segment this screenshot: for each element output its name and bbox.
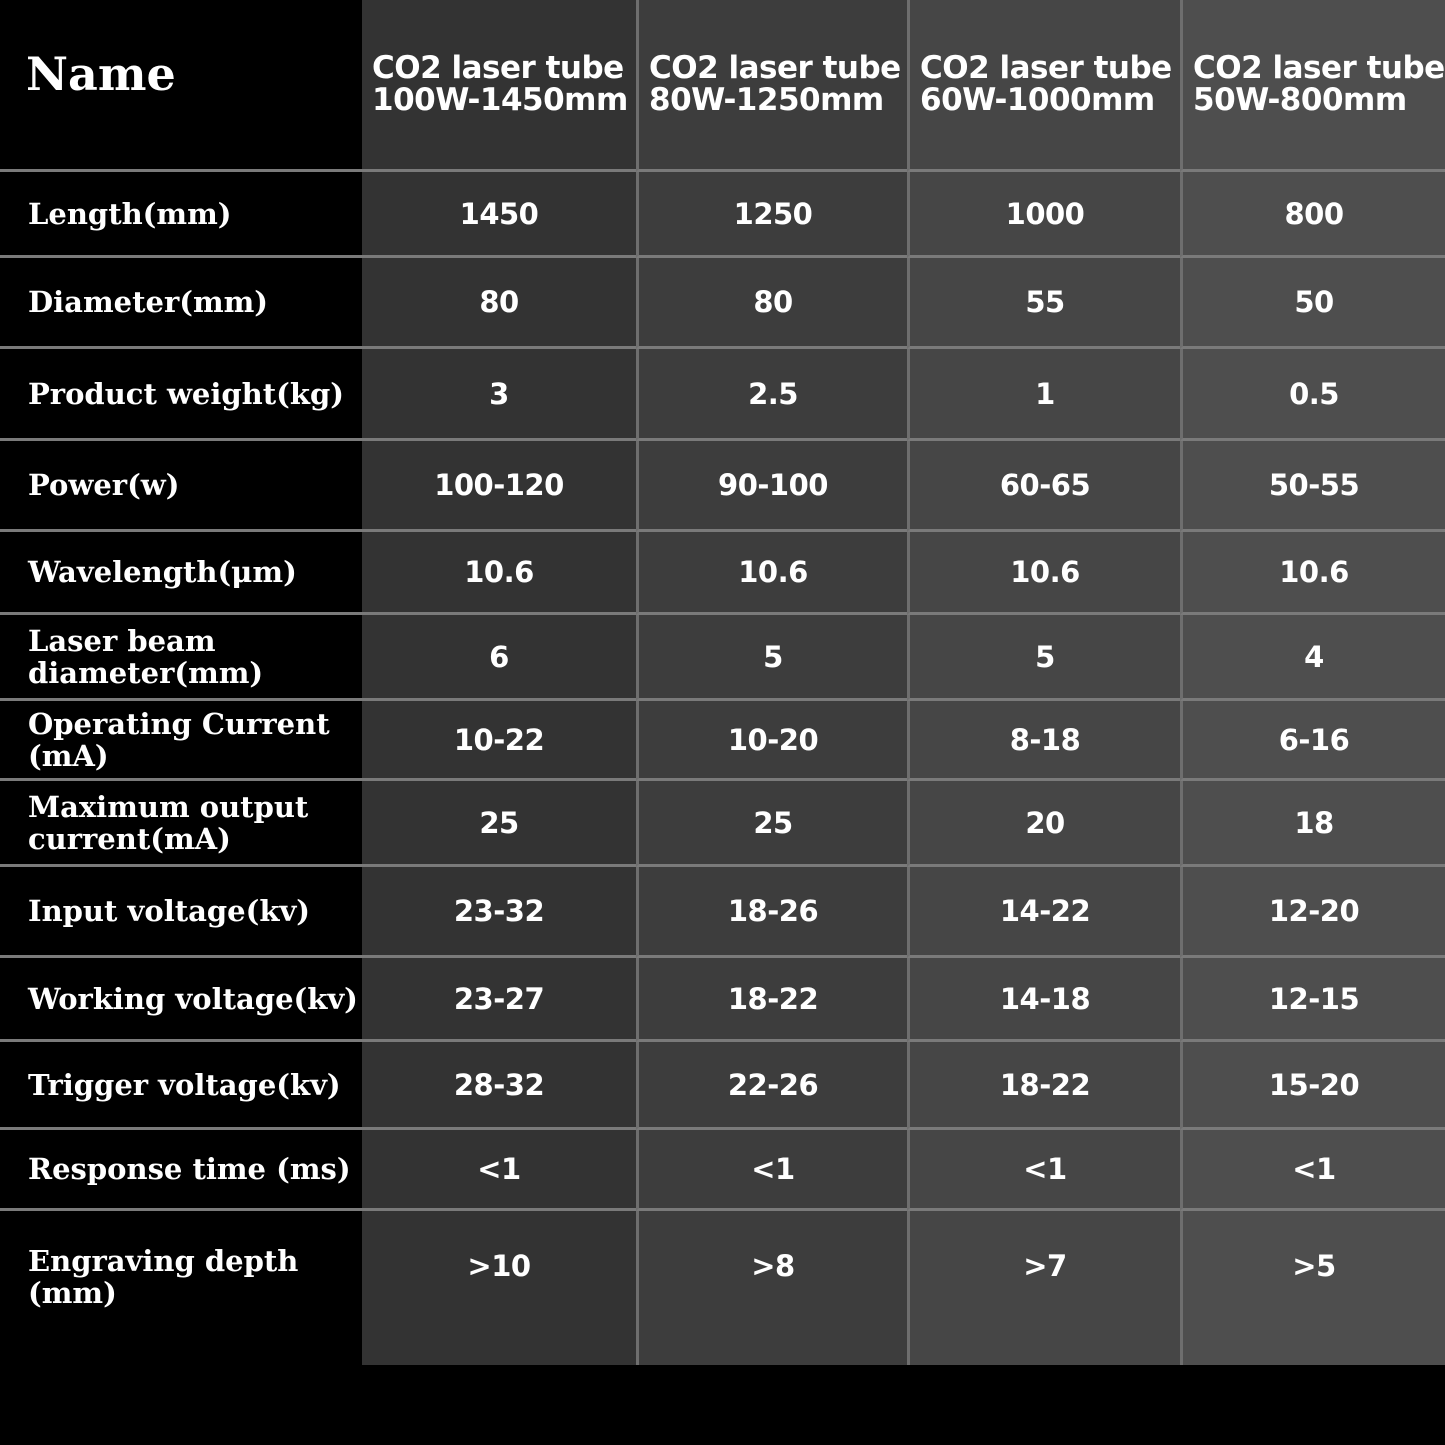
table-cell: 12-15 <box>1180 958 1445 1042</box>
table-cell: 8-18 <box>907 701 1180 781</box>
row-label-diameter: Diameter(mm) <box>0 258 362 349</box>
table-cell: <1 <box>1180 1130 1445 1211</box>
table-cell: >7 <box>907 1211 1180 1365</box>
table-cell: 10.6 <box>362 532 636 615</box>
name-header: Name <box>0 0 362 172</box>
row-label-wavelength: Wavelength(μm) <box>0 532 362 615</box>
table-cell: 1000 <box>907 172 1180 258</box>
table-cell: 10.6 <box>907 532 1180 615</box>
table-cell: 80 <box>362 258 636 349</box>
row-label-maximum-output-current: Maximum output current(mA) <box>0 781 362 867</box>
table-cell: <1 <box>362 1130 636 1211</box>
table-cell: 14-22 <box>907 867 1180 958</box>
row-label-response-time: Response time (ms) <box>0 1130 362 1211</box>
table-cell: 18-26 <box>636 867 907 958</box>
row-label-product-weight: Product weight(kg) <box>0 349 362 441</box>
table-cell: 10-20 <box>636 701 907 781</box>
table-cell: 55 <box>907 258 1180 349</box>
table-cell: 18-22 <box>907 1042 1180 1130</box>
table-cell: 14-18 <box>907 958 1180 1042</box>
table-cell: 25 <box>362 781 636 867</box>
table-cell: 80 <box>636 258 907 349</box>
table-cell: >10 <box>362 1211 636 1365</box>
row-label-input-voltage: Input voltage(kv) <box>0 867 362 958</box>
table-cell: 50-55 <box>1180 441 1445 532</box>
row-label-length: Length(mm) <box>0 172 362 258</box>
table-cell: 2.5 <box>636 349 907 441</box>
table-cell: 10.6 <box>636 532 907 615</box>
table-cell: 6-16 <box>1180 701 1445 781</box>
row-label-working-voltage: Working voltage(kv) <box>0 958 362 1042</box>
table-cell: 3 <box>362 349 636 441</box>
row-label-engraving-depth: Engraving depth (mm) <box>0 1211 362 1365</box>
column-header-100w: CO2 laser tube 100W-1450mm <box>362 0 636 172</box>
table-cell: <1 <box>907 1130 1180 1211</box>
table-cell: 5 <box>636 615 907 701</box>
table-cell: 1 <box>907 349 1180 441</box>
table-cell: 1250 <box>636 172 907 258</box>
table-cell: 4 <box>1180 615 1445 701</box>
table-cell: <1 <box>636 1130 907 1211</box>
table-cell: >5 <box>1180 1211 1445 1365</box>
row-label-operating-current: Operating Current (mA) <box>0 701 362 781</box>
table-cell: 100-120 <box>362 441 636 532</box>
table-cell: 12-20 <box>1180 867 1445 958</box>
table-cell: 1450 <box>362 172 636 258</box>
table-cell: 60-65 <box>907 441 1180 532</box>
table-cell: 23-27 <box>362 958 636 1042</box>
table-cell: 0.5 <box>1180 349 1445 441</box>
table-cell: 50 <box>1180 258 1445 349</box>
table-cell: 15-20 <box>1180 1042 1445 1130</box>
table-cell: 20 <box>907 781 1180 867</box>
column-header-50w: CO2 laser tube 50W-800mm <box>1180 0 1445 172</box>
table-cell: 10.6 <box>1180 532 1445 615</box>
table-cell: 22-26 <box>636 1042 907 1130</box>
table-cell: 18 <box>1180 781 1445 867</box>
column-header-80w: CO2 laser tube 80W-1250mm <box>636 0 907 172</box>
table-cell: 6 <box>362 615 636 701</box>
table-cell: 5 <box>907 615 1180 701</box>
table-cell: 25 <box>636 781 907 867</box>
table-cell: 18-22 <box>636 958 907 1042</box>
table-cell: 90-100 <box>636 441 907 532</box>
table-cell: 800 <box>1180 172 1445 258</box>
row-label-laser-beam-diameter: Laser beam diameter(mm) <box>0 615 362 701</box>
row-label-power: Power(w) <box>0 441 362 532</box>
table-cell: 23-32 <box>362 867 636 958</box>
column-header-60w: CO2 laser tube 60W-1000mm <box>907 0 1180 172</box>
table-cell: 28-32 <box>362 1042 636 1130</box>
table-cell: >8 <box>636 1211 907 1365</box>
row-label-trigger-voltage: Trigger voltage(kv) <box>0 1042 362 1130</box>
table-cell: 10-22 <box>362 701 636 781</box>
